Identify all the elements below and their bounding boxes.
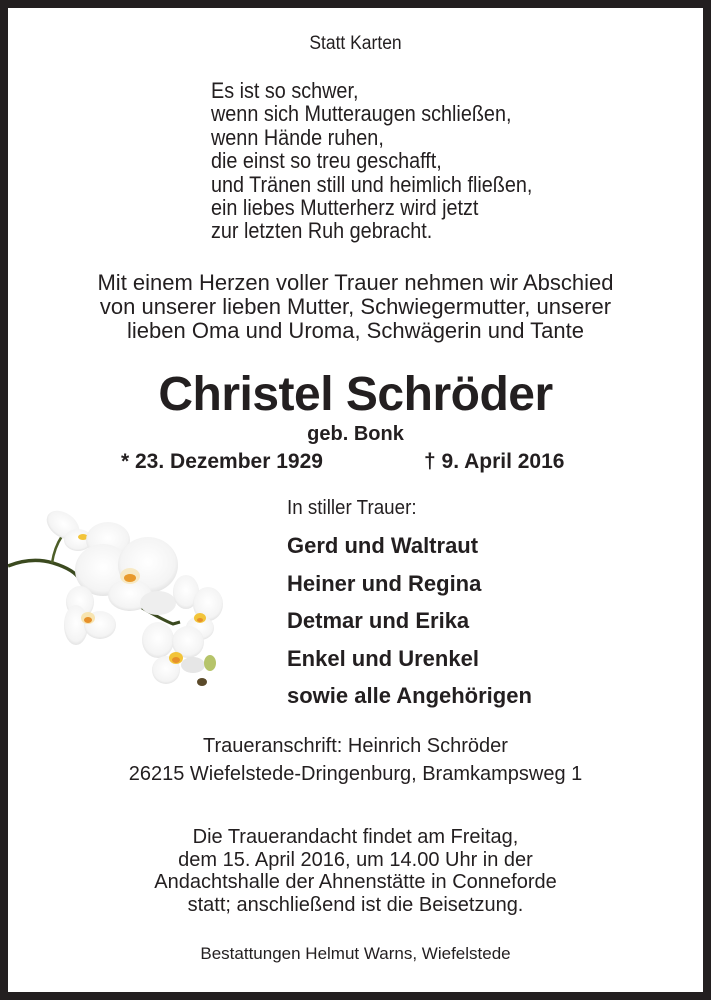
mourning-address-street: 26215 Wiefelstede-Dringenburg, Bramkampsweg 1: [128, 763, 583, 785]
poem-line: wenn sich Mutteraugen schließen,: [211, 101, 512, 127]
service-info: [8, 826, 703, 916]
poem-line: zur letzten Ruh gebracht.: [211, 218, 433, 244]
poem: [211, 79, 532, 243]
mourning-label: In stiller Trauer:: [287, 497, 417, 519]
service-line: dem 15. April 2016, um 14.00 Uhr in der: [178, 848, 533, 871]
deceased-name: Christel Schröder: [158, 368, 553, 421]
poem-line: wenn Hände ruhen,: [211, 124, 384, 150]
poem-line: Es ist so schwer,: [211, 78, 359, 103]
mourner-item: sowie alle Angehörigen: [287, 683, 532, 708]
mourners-list: [287, 527, 532, 715]
undertaker-credit: Bestattungen Helmut Warns, Wiefelstede: [200, 944, 511, 963]
header-label: Statt Karten: [309, 33, 402, 54]
orchid-flower-icon: [8, 500, 233, 700]
birth-date: * 23. Dezember 1929: [121, 450, 323, 473]
mourner-item: Heiner und Regina: [287, 570, 482, 596]
service-line: Die Trauerandacht findet am Freitag,: [192, 826, 519, 848]
death-date: † 9. April 2016: [424, 450, 565, 473]
mourner-item: Detmar und Erika: [287, 608, 470, 633]
service-line: Andachtshalle der Ahnenstätte in Conneforde: [154, 871, 557, 893]
intro-line: von unserer lieben Mutter, Schwiegermutter, unserer: [99, 294, 612, 319]
intro-line: lieben Oma und Uroma, Schwägerin und Tante: [127, 318, 584, 343]
poem-line: ein liebes Mutterherz wird jetzt: [211, 195, 479, 221]
intro-text: [8, 271, 703, 343]
service-line: statt; anschließend ist die Beisetzung.: [187, 893, 524, 916]
intro-line: Mit einem Herzen voller Trauer nehmen wir Abschied: [97, 270, 614, 295]
mourning-address-name: Traueranschrift: Heinrich Schröder: [203, 735, 508, 757]
mourner-item: Enkel und Urenkel: [287, 645, 479, 671]
poem-line: und Tränen still und heimlich fließen,: [211, 171, 533, 197]
poem-line: die einst so treu geschafft,: [211, 148, 442, 174]
mourner-item: Gerd und Waltraut: [287, 533, 479, 558]
maiden-name: geb. Bonk: [307, 423, 404, 445]
